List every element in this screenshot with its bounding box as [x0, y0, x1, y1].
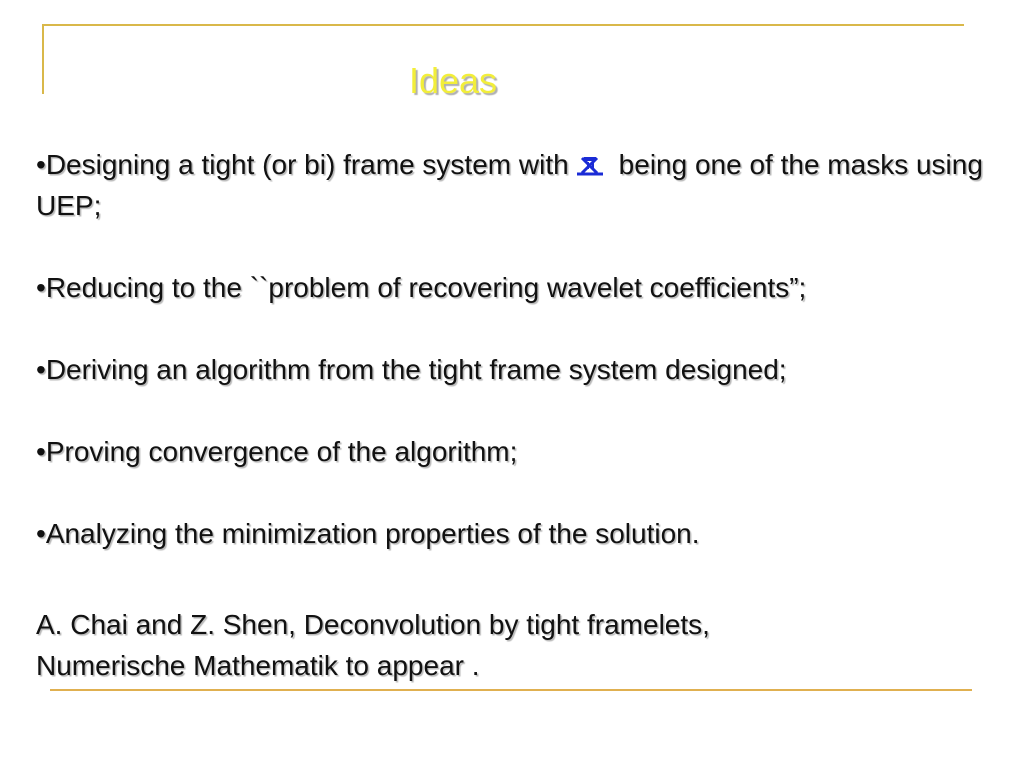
bullet-item [36, 267, 1006, 308]
reference-line-2: Numerische Mathematik to appear . [36, 650, 480, 681]
reference-citation [36, 604, 996, 686]
frame-bottom-line [50, 689, 972, 691]
bullet-marker: • [36, 518, 46, 549]
bullet-text: Analyzing the minimization properties of the solution. [45, 518, 700, 549]
bullet-text: Proving convergence of the algorithm; [45, 436, 518, 467]
bullet-text: Deriving an algorithm from the tight frame system designed; [45, 354, 787, 385]
bullet-item [36, 349, 1006, 390]
slide-title: Ideas [408, 60, 498, 101]
alpha-symbol-icon [575, 154, 605, 176]
bullet-marker: • [36, 354, 46, 385]
reference-line-1: A. Chai and Z. Shen, Deconvolution by tight framelets, [36, 609, 710, 640]
bullet-marker: • [36, 436, 46, 467]
bullet-item [36, 144, 1006, 226]
bullet-marker: • [36, 149, 46, 180]
frame-top-line [42, 24, 964, 26]
bullet-text-continued: being one of the masks using UEP; [36, 149, 983, 221]
bullet-item [36, 513, 1006, 554]
bullet-item [36, 431, 1006, 472]
bullet-text: Designing a tight (or bi) frame system with [45, 149, 569, 180]
bullet-list [36, 144, 1006, 595]
bullet-marker: • [36, 272, 46, 303]
bullet-text: Reducing to the ``problem of recovering wavelet coefficients”; [45, 272, 807, 303]
